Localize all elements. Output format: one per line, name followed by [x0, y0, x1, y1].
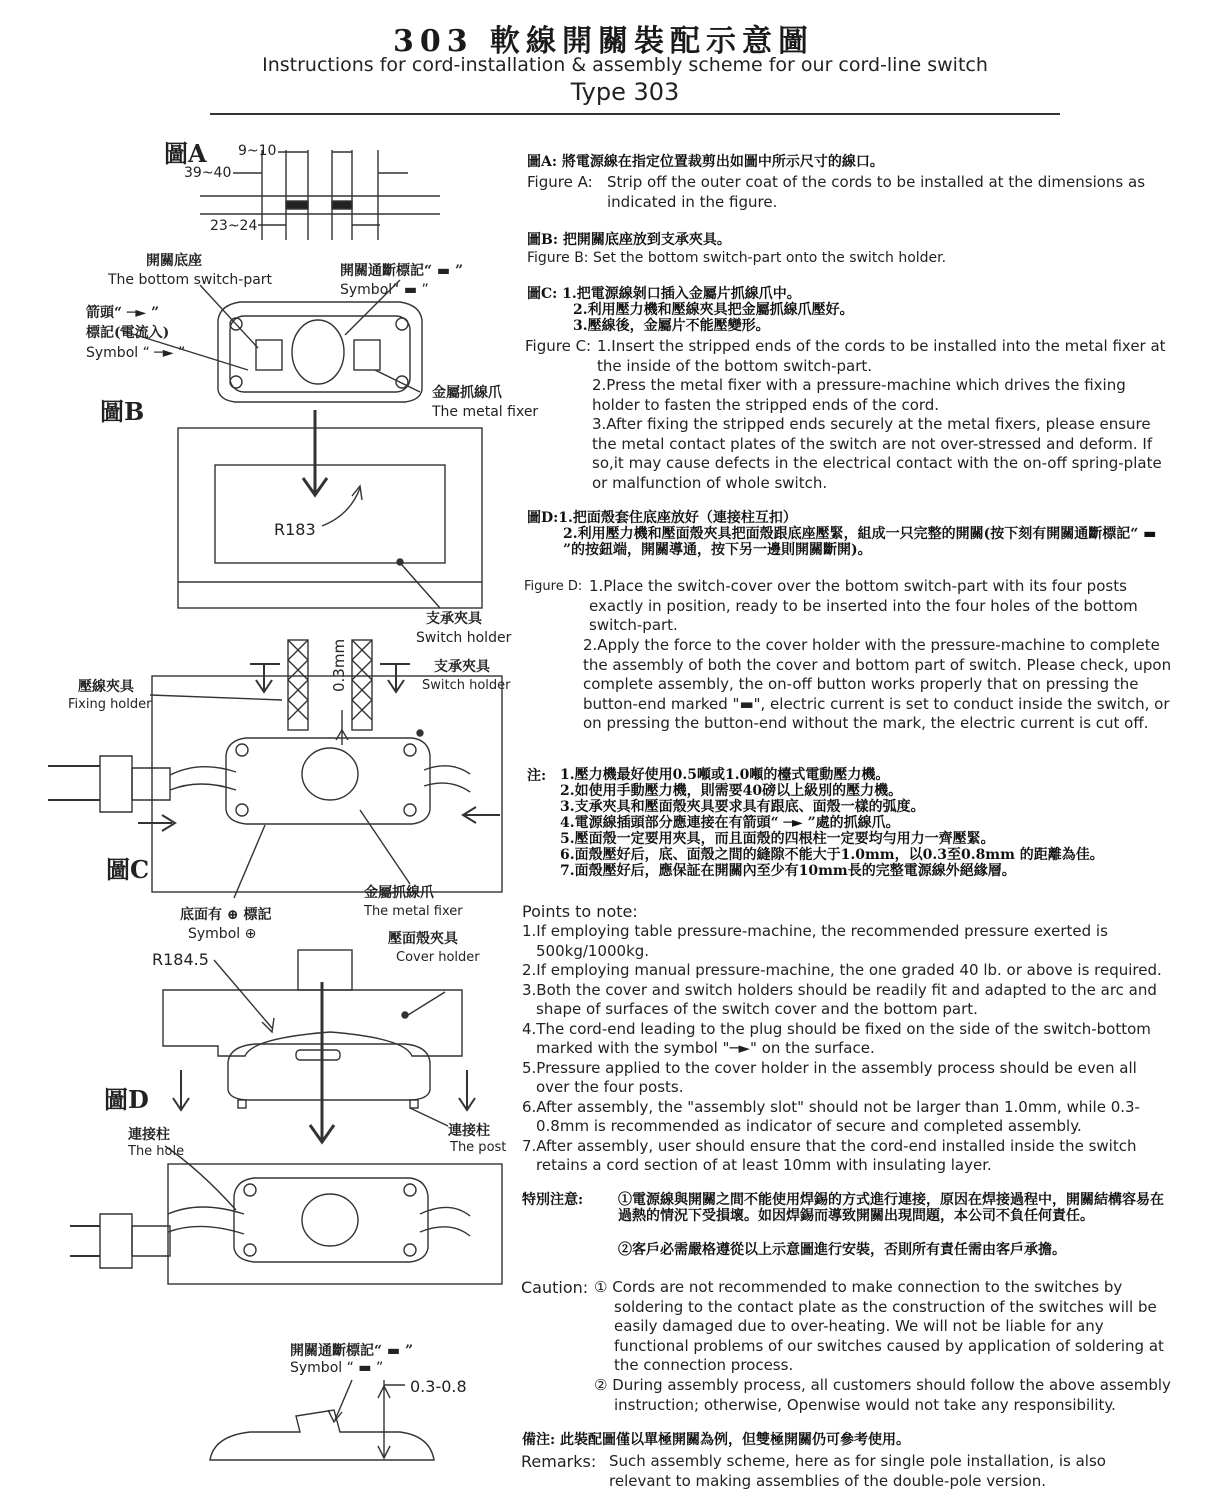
note-cn-item: 5.壓面殼一定要用夾具，而且面殼的四根柱一定要均勻用力一齊壓緊。	[560, 831, 995, 847]
hole-label-cn: 連接柱	[128, 1127, 170, 1143]
figure-d-step-1: 1.Place the switch-cover over the bottom switch-part with its four posts exactly in position, ready to be inserted into the four holes of the bottom switch-part.	[589, 577, 1138, 634]
figure-d-text-cn-1: 圖D:1.把面殼套住底座放好（連接柱互扣）	[527, 510, 797, 526]
metal-fixer2-label-en: The metal fixer	[364, 904, 463, 919]
point-item: 7.After assembly, user should ensure that the cord-end installed inside the switch retains a cord section of at least 10mm with insulating layer.	[522, 1136, 1137, 1174]
onoff2-label-en: Symbol “ ▬ ”	[290, 1360, 384, 1376]
note-cn-item: 4.電源線插頭部分應連接在有箭頭“ ─► ”處的抓線爪。	[560, 815, 900, 831]
special-note-heading: 特別注意:	[522, 1192, 584, 1208]
switch-holder-label-en: Switch holder	[416, 630, 512, 646]
cover-holder-label-en: Cover holder	[396, 950, 480, 965]
remark-heading: Remarks:	[521, 1452, 597, 1471]
gap-0-3mm: 0.3mm	[330, 638, 348, 692]
onoff-mark-label-cn: 開關通斷標記“ ▬ ”	[340, 263, 464, 279]
gap-0-3-0-8: 0.3-0.8	[410, 1377, 467, 1396]
metal-fixer-label-en: The metal fixer	[432, 404, 539, 420]
point-item: 6.After assembly, the "assembly slot" should not be larger than 1.0mm, while 0.3-0.8mm is recommended as indicator of secure and completed assembly.	[522, 1097, 1140, 1135]
point-item: 2.If employing manual pressure-machine, the one graded 40 lb. or above is required.	[522, 961, 1162, 979]
fixing-holder-label-en: Fixing holder	[68, 697, 152, 712]
figure-d-label: 圖D	[104, 1085, 149, 1114]
figure-a-label: 圖A	[164, 139, 207, 168]
figure-b-text-cn: 圖B: 把開關底座放到支承夾具。	[527, 232, 731, 248]
figure-b-text-en: Figure B: Set the bottom switch-part onto the switch holder.	[527, 250, 947, 266]
note-cn-item: 1.壓力機最好使用0.5噸或1.0噸的檯式電動壓力機。	[560, 767, 890, 783]
symbol-label-cn: 底面有 ⊕ 標記	[180, 907, 272, 923]
figure-b-label: 圖B	[100, 397, 145, 426]
special-note-1: ①電源線與開關之間不能使用焊錫的方式進行連接，原因在焊接過程中，開關結構容易在過熱的情況下受損壞。如因焊錫而導致開關出現問題，本公司不負任何責任。	[618, 1192, 1164, 1224]
caution-heading: Caution:	[521, 1278, 589, 1297]
fixing-holder-label-cn: 壓線夾具	[78, 679, 134, 695]
figure-c-text-cn-1: 圖C: 1.把電源線剝口插入金屬片抓線爪中。	[527, 286, 801, 302]
figure-c-step-1: 1.Insert the stripped ends of the cords to be installed into the metal fixer at the inside of the bottom switch-part.	[597, 337, 1166, 375]
figure-c-step-3: 3.After fixing the stripped ends securely at the metal fixers, please ensure the metal contact plates of the switch are not over-stressed and deform. If so,it may cause defects in the electrical contact with the on-off spring-plate or malfunction of whole switch.	[592, 415, 1162, 492]
figure-b-switch-holder	[178, 410, 482, 608]
metal-fixer-label-cn: 金屬抓線爪	[432, 385, 502, 401]
figure-c-text-cn-3: 3.壓線後，金屬片不能壓變形。	[573, 318, 770, 334]
figure-d-heading: Figure D:	[524, 579, 583, 594]
note-cn-item: 6.面殼壓好后，底、面殼之間的縫隙不能大于1.0mm，以0.3至0.8mm 的距離為佳。	[560, 847, 1104, 863]
point-item: 1.If employing table pressure-machine, the recommended pressure exerted is 500kg/1000kg.	[522, 922, 1108, 960]
figure-a-heading: Figure A:	[527, 173, 593, 191]
figure-a-text-cn: 圖A: 將電源線在指定位置裁剪出如圖中所示尺寸的線口。	[527, 154, 884, 170]
notes-cn-list	[560, 767, 1170, 879]
figure-c-label: 圖C	[106, 855, 150, 884]
remark-cn: 備注: 此裝配圖僅以單極開關為例，但雙極開關仍可參考使用。	[522, 1432, 911, 1448]
note-heading-cn: 注:	[527, 768, 547, 784]
figure-d-step-2: 2.Apply the force to the cover holder with the pressure-machine to complete the assembly of both the cover and bottom part of switch. Please check, upon complete assembly, the on-off button works properly that on pressing the button-end marked "▬", electric current is set to conduct inside the switch, or on pressing the button-end without the mark, the electric current is cut off.	[583, 636, 1172, 732]
arrow-mark-label-cn: 箭頭“ ─► ”	[86, 305, 160, 321]
caution-2: ② During assembly process, all customers should follow the above assembly instruction; otherwise, Openwise would not take any responsibility.	[594, 1376, 1171, 1414]
page-subtitle-type: Type 303	[570, 78, 680, 106]
cover-holder-label-cn: 壓面殼夾具	[388, 931, 458, 947]
metal-fixer2-label-cn: 金屬抓線爪	[364, 885, 434, 901]
figure-a-text-en: Strip off the outer coat of the cords to be installed at the dimensions as indicated in the figure.	[607, 173, 1146, 211]
symbol-label-en: Symbol ⊕	[188, 926, 257, 942]
figure-c-text-cn-2: 2.利用壓力機和壓線夾具把金屬抓線爪壓好。	[573, 302, 854, 318]
note-cn-item: 7.面殼壓好后，應保証在開關內至少有10mm長的完整電源線外絕緣層。	[560, 863, 1016, 879]
special-note-2: ②客戶必需嚴格遵從以上示意圖進行安裝，否則所有責任需由客戶承擔。	[618, 1242, 1066, 1258]
switch-holder2-label-en: Switch holder	[422, 678, 511, 693]
dimension-9-10: 9~10	[238, 143, 277, 159]
note-cn-item: 3.支承夾具和壓面殼夾具要求具有跟底、面殼一樣的弧度。	[560, 799, 925, 815]
page-title-cn: 303 軟線開關裝配示意圖	[392, 24, 815, 59]
bottom-part-label-en: The bottom switch-part	[108, 272, 273, 288]
arrow-mark-label-en: Symbol “ ─► ”	[86, 345, 186, 361]
points-list	[522, 922, 1170, 1176]
dimension-23-24: 23~24	[210, 218, 258, 234]
radius-r183: R183	[274, 520, 316, 539]
point-item: 5.Pressure applied to the cover holder in the assembly process should be even all over the four posts.	[522, 1058, 1137, 1096]
page-title-en: Instructions for cord-installation & assembly scheme for our cord-line switch	[262, 54, 988, 76]
hole-label-en: The hole	[128, 1144, 185, 1159]
caution-1: ① Cords are not recommended to make connection to the switches by soldering to the contact plate as the construction of the switches will be easily damaged due to over-heating. We will not be liable for any functional problems of our switches caused by application of soldering at the connection process.	[594, 1278, 1164, 1374]
point-item: 4.The cord-end leading to the plug should be fixed on the side of the switch-bottom marked with the symbol "─►" on the surface.	[522, 1019, 1151, 1057]
switch-holder2-label-cn: 支承夾具	[434, 659, 490, 675]
points-title: Points to note:	[522, 902, 638, 921]
arrow-mark-label-cn-2: 標記(電流入)	[86, 325, 170, 341]
figure-c-heading: Figure C:	[525, 337, 592, 355]
post-label-cn: 連接柱	[448, 1123, 490, 1139]
dimension-39-40: 39~40	[184, 165, 232, 181]
remark-en: Such assembly scheme, here as for single pole installation, is also relevant to making assemblies of the double-pole version.	[609, 1452, 1106, 1490]
figure-c-step-2: 2.Press the metal fixer with a pressure-machine which drives the fixing holder to fasten the stripped ends of the cord.	[592, 376, 1126, 414]
figure-d-text-cn-2: 2.利用壓力機和壓面殼夾具把面殼跟底座壓緊，組成一只完整的開關(按下刻有開關通斷標記“ ▬ ”的按鈕端，開關導通，按下另一邊則開關斷開)。	[563, 526, 1157, 558]
post-label-en: The post	[450, 1140, 507, 1155]
note-cn-item: 2.如使用手動壓力機，則需要40磅以上級別的壓力機。	[560, 783, 903, 799]
radius-r184-5: R184.5	[152, 950, 209, 969]
point-item: 3.Both the cover and switch holders should be readily fit and adapted to the arc and shape of surfaces of the switch cover and the bottom part.	[522, 980, 1157, 1018]
bottom-part-label-cn: 開關底座	[146, 253, 202, 269]
switch-holder-label-cn: 支承夾具	[426, 611, 482, 627]
onoff2-label-cn: 開關通斷標記“ ▬ ”	[290, 1343, 414, 1359]
onoff-mark-label-en: Symbol“ ▬ ”	[340, 282, 429, 298]
